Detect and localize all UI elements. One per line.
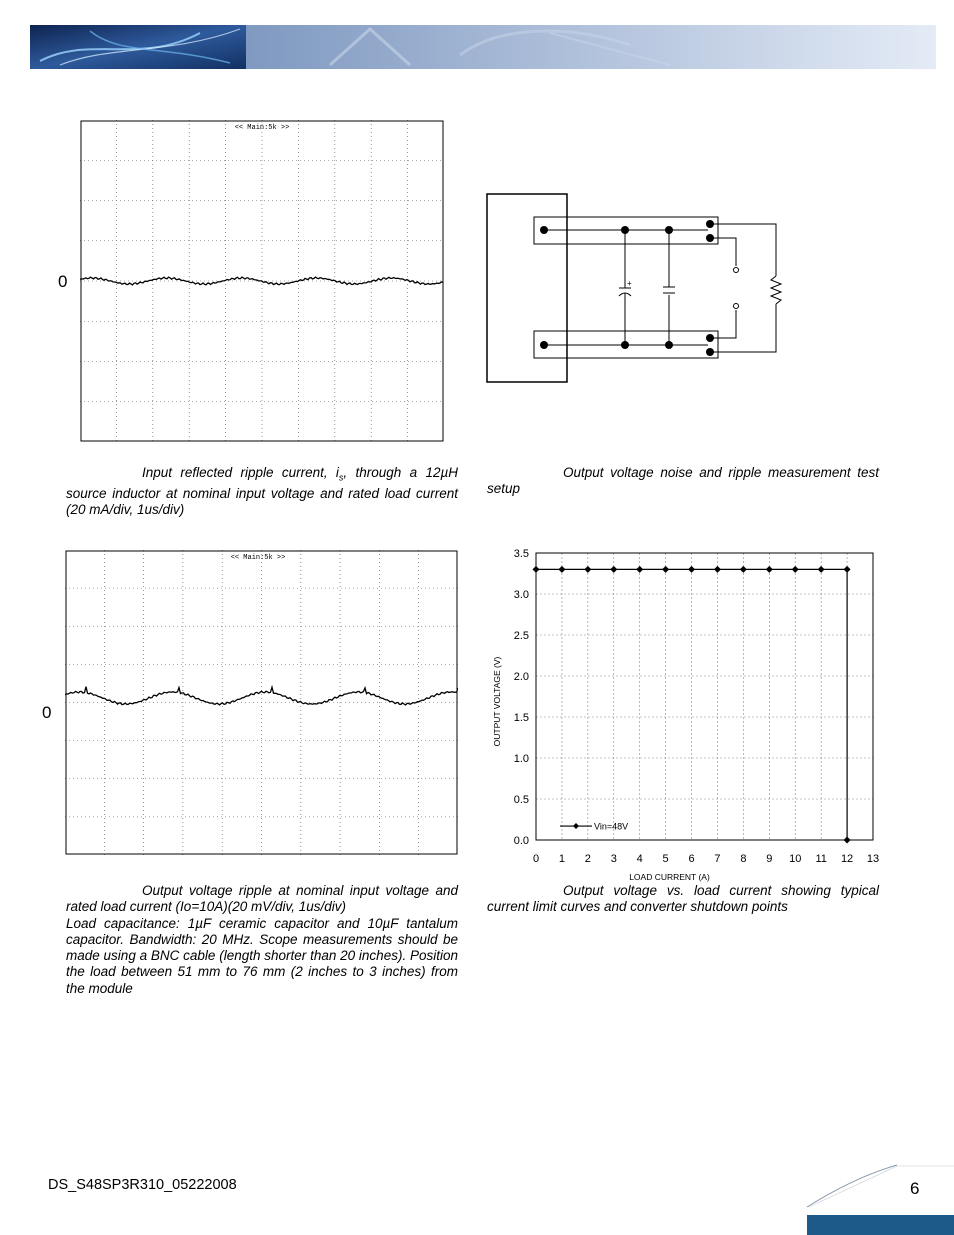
ceramic-capacitor-symbol	[663, 278, 675, 293]
chart-legend	[560, 822, 628, 832]
x-tick-label: 1	[558, 853, 565, 865]
caption-subscript: s	[338, 472, 344, 483]
probe-terminal-top	[734, 268, 739, 273]
scope-grid	[65, 550, 458, 855]
plot-area-frame	[536, 553, 873, 840]
figure-caption-test-setup	[487, 465, 879, 498]
y-tick-label: 2.0	[513, 671, 529, 683]
legend-marker	[573, 823, 579, 829]
legend-label: Vin=48V	[594, 821, 629, 832]
caption-text: Output voltage vs. load current showing typical current limit curves and converter shutdown points	[487, 883, 879, 915]
x-tick-label: 3	[610, 853, 617, 865]
figure-caption-output-ripple	[66, 883, 458, 997]
module-block	[487, 194, 567, 382]
footer-swoosh-graphic	[805, 1163, 954, 1235]
output-voltage-vs-load-current-chart	[486, 540, 882, 886]
caption-text: Output voltage ripple at nominal input voltage and rated load current (Io=10A)(20 mV/div, 1us/div)	[66, 883, 458, 915]
header-banner	[30, 25, 936, 69]
x-tick-label: 6	[688, 853, 695, 865]
x-tick-label: 0	[532, 853, 540, 865]
data-point-marker	[818, 566, 825, 573]
scope-trace-output-ripple	[65, 550, 458, 855]
data-point-marker	[558, 566, 565, 573]
scope-trace-input-ripple	[80, 120, 444, 442]
y-tick-label: 0.0	[513, 835, 529, 847]
x-tick-label: 10	[789, 853, 802, 865]
caption-text: Load capacitance: 1µF ceramic capacitor and 10µF tantalum capacitor. Bandwidth: 20 MHz. Scope measurements should be made using a BNC cable (length shorter than 20 inches). Position the load between 51 mm to 76 mm (2 inches to 3 inches) from the module	[66, 915, 458, 996]
caption-text: , through a 12µH source inductor at nominal input voltage and rated load current (20 mA/div, 1us/div)	[66, 465, 459, 518]
x-tick-label: 7	[714, 853, 721, 865]
y-axis-label: OUTPUT VOLTAGE (V)	[492, 656, 502, 747]
x-tick-label: 13	[866, 853, 880, 865]
caption-text: Input reflected ripple current, i	[142, 465, 339, 480]
y-tick-label: 3.5	[513, 548, 529, 560]
chart-grid	[536, 553, 873, 840]
y-tick-label: 1.5	[513, 712, 529, 724]
x-tick-label: 12	[840, 853, 854, 865]
probe-terminal-bottom	[734, 304, 739, 309]
x-tick-label: 8	[740, 853, 747, 865]
figure-caption-input-ripple	[66, 465, 458, 519]
x-tick-label: 5	[662, 853, 669, 865]
y-tick-label: 0.5	[513, 794, 529, 806]
data-point-marker	[792, 566, 799, 573]
data-point-marker	[766, 566, 773, 573]
data-point-marker	[662, 566, 669, 573]
caption-text: Output voltage noise and ripple measurement test setup	[487, 465, 879, 497]
data-point-marker	[533, 566, 540, 573]
data-point-marker	[636, 566, 643, 573]
scope-timebase-label: << Main:5k >>	[234, 124, 290, 132]
scope-timebase-label: << Main:5k >>	[230, 554, 286, 562]
footer-document-id: DS_S48SP3R310_05222008	[48, 1177, 237, 1193]
data-point-marker	[844, 837, 851, 844]
x-axis-label: LOAD CURRENT (A)	[629, 872, 710, 882]
y-tick-label: 1.0	[513, 753, 529, 765]
capacitor-polarity-mark: +	[627, 279, 632, 288]
y-tick-label: 3.0	[513, 589, 529, 601]
data-point-marker	[844, 566, 851, 573]
scope-zero-label: 0	[58, 272, 68, 291]
footer-page-number: 6	[910, 1179, 920, 1198]
data-point-marker	[714, 566, 721, 573]
data-point-marker	[610, 566, 617, 573]
y-tick-label: 2.5	[513, 630, 529, 642]
x-tick-label: 2	[584, 853, 591, 865]
x-tick-label: 4	[636, 853, 643, 865]
scope-zero-label: 0	[42, 703, 52, 722]
x-tick-label: 9	[766, 853, 773, 865]
test-setup-circuit-diagram	[484, 190, 784, 390]
data-point-marker	[584, 566, 591, 573]
figure-caption-vi-curve	[487, 883, 879, 916]
load-resistor-symbol	[771, 276, 781, 304]
x-tick-label: 11	[815, 853, 827, 865]
data-point-marker	[688, 566, 695, 573]
data-point-marker	[740, 566, 747, 573]
